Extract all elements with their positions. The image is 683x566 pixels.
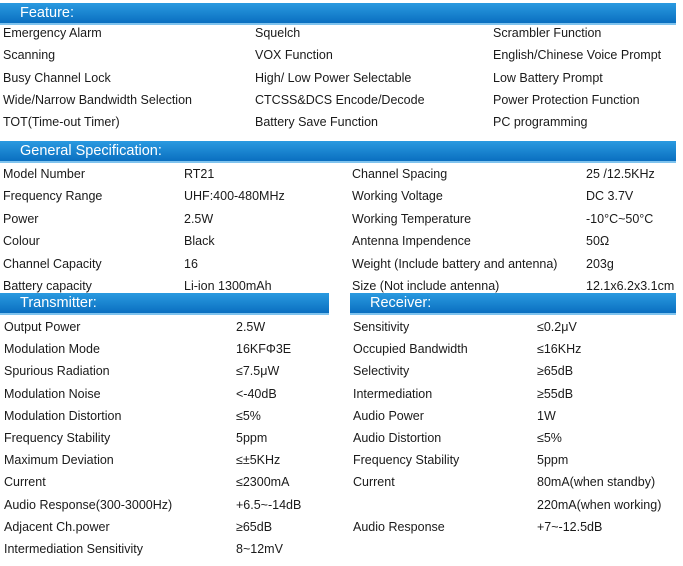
general-spec-header: General Specification:	[0, 141, 676, 163]
spec-value: Li-ion 1300mAh	[184, 279, 272, 293]
spec-label: Working Temperature	[352, 211, 472, 226]
spec-value: UHF:400-480MHz	[184, 189, 285, 204]
spec-value: 25 /12.5KHz	[586, 167, 655, 181]
spec-value: ≤±5KHz	[236, 453, 281, 468]
spec-label: Battery capacity	[3, 279, 92, 293]
spec-label: Selectivity	[353, 364, 410, 379]
receiver-header: Receiver:	[350, 293, 676, 315]
spec-value: ≤5%	[236, 408, 261, 423]
feature-header: Feature:	[0, 3, 676, 25]
feature-item: Busy Channel Lock	[3, 70, 111, 85]
spec-value: 12.1x6.2x3.1cm	[586, 279, 675, 293]
spec-label: Intermediation	[353, 386, 433, 401]
feature-item: VOX Function	[255, 48, 333, 63]
spec-value: 50Ω	[586, 234, 610, 249]
spec-label: Working Voltage	[352, 189, 443, 204]
spec-value: ≤5%	[537, 431, 562, 445]
spec-value: 16	[184, 256, 198, 271]
spec-value: 2.5W	[236, 320, 266, 334]
spec-value: Black	[184, 234, 215, 249]
spec-value: 8~12mV	[236, 542, 283, 556]
spec-value: ≥55dB	[537, 386, 574, 401]
spec-label: Power	[3, 211, 39, 226]
spec-value: RT21	[184, 167, 215, 181]
spec-value: 1W	[537, 408, 556, 423]
spec-value: 5ppm	[236, 431, 268, 445]
spec-label: Frequency Stability	[4, 431, 111, 445]
spec-value: 16KFΦ3E	[236, 342, 292, 357]
feature-item: Power Protection Function	[493, 92, 640, 107]
spec-value: +6.5~-14dB	[236, 497, 302, 512]
feature-item: Emergency Alarm	[3, 26, 102, 40]
spec-label: Occupied Bandwidth	[353, 342, 468, 357]
spec-value: -10°C~50°C	[586, 211, 654, 226]
spec-label: Colour	[3, 234, 40, 249]
spec-label: Sensitivity	[353, 320, 410, 334]
spec-value: 2.5W	[184, 211, 214, 226]
spec-label: Channel Capacity	[3, 256, 102, 271]
feature-item: High/ Low Power Selectable	[255, 70, 412, 85]
spec-label: Intermediation Sensitivity	[4, 542, 143, 556]
spec-label: Frequency Range	[3, 189, 103, 204]
spec-value: 5ppm	[537, 453, 569, 468]
feature-item: Scanning	[3, 48, 56, 63]
feature-item: Wide/Narrow Bandwidth Selection	[3, 92, 192, 107]
spec-label: Modulation Mode	[4, 342, 100, 357]
spec-label: Channel Spacing	[352, 167, 448, 181]
spec-value: ≤2300mA	[236, 475, 290, 490]
spec-value: ≤7.5μW	[236, 364, 280, 379]
spec-label: Size (Not include antenna)	[352, 279, 500, 293]
feature-item: Squelch	[255, 26, 301, 40]
spec-label: Spurious Radiation	[4, 364, 110, 379]
spec-value: <-40dB	[236, 386, 277, 401]
spec-label: Modulation Distortion	[4, 408, 122, 423]
spec-value: 80mA(when standby)	[537, 475, 656, 490]
spec-label: Output Power	[4, 320, 81, 334]
spec-label: Audio Response	[353, 519, 445, 534]
spec-label: Adjacent Ch.power	[4, 519, 110, 534]
feature-item: English/Chinese Voice Prompt	[493, 48, 662, 63]
spec-label: Maximum Deviation	[4, 453, 114, 468]
feature-item: TOT(Time-out Timer)	[3, 115, 120, 130]
spec-label: Audio Response(300-3000Hz)	[4, 497, 173, 512]
spec-value: DC 3.7V	[586, 189, 634, 204]
spec-label: Current	[353, 475, 395, 490]
spec-value: +7~-12.5dB	[537, 519, 603, 534]
transmitter-header: Transmitter:	[0, 293, 329, 315]
spec-value: 203g	[586, 256, 614, 271]
spec-value: ≤16KHz	[537, 342, 582, 357]
spec-value: ≤0.2μV	[537, 320, 577, 334]
feature-item: Battery Save Function	[255, 115, 378, 130]
spec-label: Weight (Include battery and antenna)	[352, 256, 558, 271]
feature-item: Scrambler Function	[493, 26, 602, 40]
spec-label: Frequency Stability	[353, 453, 460, 468]
spec-label: Audio Distortion	[353, 431, 442, 445]
spec-value: 220mA(when working)	[537, 497, 662, 512]
spec-label: Audio Power	[353, 408, 424, 423]
spec-label: Antenna Impendence	[352, 234, 471, 249]
feature-item: Low Battery Prompt	[493, 70, 603, 85]
feature-item: CTCSS&DCS Encode/Decode	[255, 92, 425, 107]
spec-label: Current	[4, 475, 46, 490]
feature-item: PC programming	[493, 115, 588, 130]
spec-value: ≥65dB	[236, 519, 273, 534]
spec-label: Modulation Noise	[4, 386, 101, 401]
spec-label: Model Number	[3, 167, 85, 181]
spec-value: ≥65dB	[537, 364, 574, 379]
